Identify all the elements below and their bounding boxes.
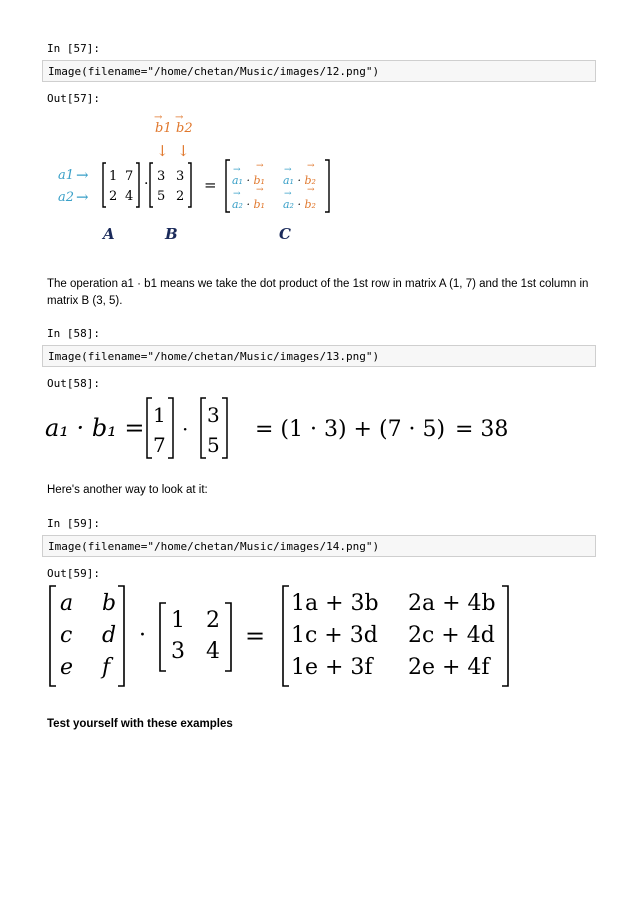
equals-sign: = (245, 622, 266, 650)
vector-2-entry: 3 (207, 403, 220, 427)
code-text: Image(filename="/home/chetan/Music/images/14.png") (48, 540, 380, 553)
matrix-1-cell: b (102, 591, 117, 616)
matrix-b-cell: 3 (157, 169, 166, 184)
vector-b2-label: b2 (176, 121, 193, 136)
vector-2-entry: 5 (207, 433, 220, 457)
arrow-down-icon: ↓ (156, 142, 169, 160)
matrix-a-cell: 2 (109, 189, 118, 204)
svg-text:→: → (307, 161, 315, 171)
matrix-b-cell: 3 (176, 169, 185, 184)
dot-operator: · (144, 176, 149, 192)
code-text: Image(filename="/home/chetan/Music/images/12.png") (48, 65, 380, 78)
label-a: A (103, 225, 115, 243)
equals-sign: = (204, 176, 217, 194)
matrix-b-cell: 2 (176, 189, 185, 204)
svg-text:→: → (284, 189, 292, 199)
svg-text:→: → (307, 185, 315, 195)
result-cell: 2e + 4f (408, 655, 490, 680)
vector-arrow-icon: → (154, 112, 163, 123)
matrix-a-cell: 4 (125, 189, 134, 204)
lhs-expression: a₁ · b₁ = (45, 414, 145, 442)
matrix-product-figure (40, 582, 520, 690)
vector-b1-label: b1 (155, 121, 172, 136)
expansion: = (1 · 3) + (7 · 5) (255, 417, 446, 442)
matrix-2-cell: 2 (206, 608, 220, 633)
svg-text:→: → (233, 165, 241, 175)
explanation-paragraph: Here's another way to look at it: (47, 484, 208, 496)
matrix-b-cell: 5 (157, 189, 166, 204)
section-heading: Test yourself with these examples (47, 718, 233, 730)
input-prompt: In [58]: (47, 327, 100, 340)
output-prompt: Out[57]: (47, 92, 100, 105)
output-prompt: Out[59]: (47, 567, 100, 580)
matrix-1-cell: f (102, 655, 111, 680)
matrix-multiplication-figure (40, 112, 360, 247)
input-prompt: In [57]: (47, 42, 100, 55)
svg-text:a₂ · b₁: a₂ · b₁ (232, 198, 265, 211)
result-cell: 1e + 3f (291, 655, 373, 680)
result-cell: 1a + 3b (291, 591, 379, 616)
vector-1-entry: 7 (153, 433, 166, 457)
svg-text:a₂ · b₂: a₂ · b₂ (283, 198, 316, 211)
matrix-1-cell: d (102, 623, 117, 648)
matrix-2-cell: 1 (171, 608, 185, 633)
svg-text:a₁ · b₁: a₁ · b₁ (232, 174, 265, 187)
label-c: C (279, 225, 291, 243)
dot-operator: · (139, 623, 146, 648)
result: = 38 (455, 417, 509, 442)
arrow-right-icon: → (76, 166, 89, 184)
svg-text:→: → (233, 189, 241, 199)
code-text: Image(filename="/home/chetan/Music/images/13.png") (48, 350, 380, 363)
result-cell: 1c + 3d (291, 623, 378, 648)
vector-a2-label: a2 (58, 190, 75, 205)
code-cell[interactable] (42, 535, 596, 557)
svg-text:→: → (284, 165, 292, 175)
explanation-paragraph: The operation a1 · b1 means we take the dot product of the 1st row in matrix A (1, 7) and the 1st column in matrix B (3, 5). (47, 278, 589, 307)
result-cell: 2c + 4d (408, 623, 495, 648)
arrow-right-icon: → (76, 188, 89, 206)
svg-text:a₁ · b₂: a₁ · b₂ (283, 174, 316, 187)
matrix-a-cell: 1 (109, 169, 118, 184)
dot-operator: · (182, 417, 189, 441)
code-cell[interactable] (42, 345, 596, 367)
matrix-1-cell: c (60, 623, 73, 648)
matrix-2-cell: 3 (171, 639, 185, 664)
matrix-1-cell: e (60, 655, 74, 680)
vector-1-entry: 1 (153, 403, 166, 427)
result-cell: 2a + 4b (408, 591, 496, 616)
matrix-1-cell: a (60, 591, 74, 616)
code-cell[interactable] (42, 60, 596, 82)
matrix-a-cell: 7 (125, 169, 134, 184)
matrix-c-entries (232, 174, 316, 211)
arrow-down-icon: ↓ (177, 142, 190, 160)
label-b: B (165, 225, 178, 243)
svg-text:→: → (256, 185, 264, 195)
matrix-2-cell: 4 (206, 639, 220, 664)
vector-arrow-icon: → (175, 112, 184, 123)
vector-a1-label: a1 (58, 168, 75, 183)
output-prompt: Out[58]: (47, 377, 100, 390)
dot-product-figure (40, 392, 520, 462)
svg-text:→: → (256, 161, 264, 171)
input-prompt: In [59]: (47, 517, 100, 530)
